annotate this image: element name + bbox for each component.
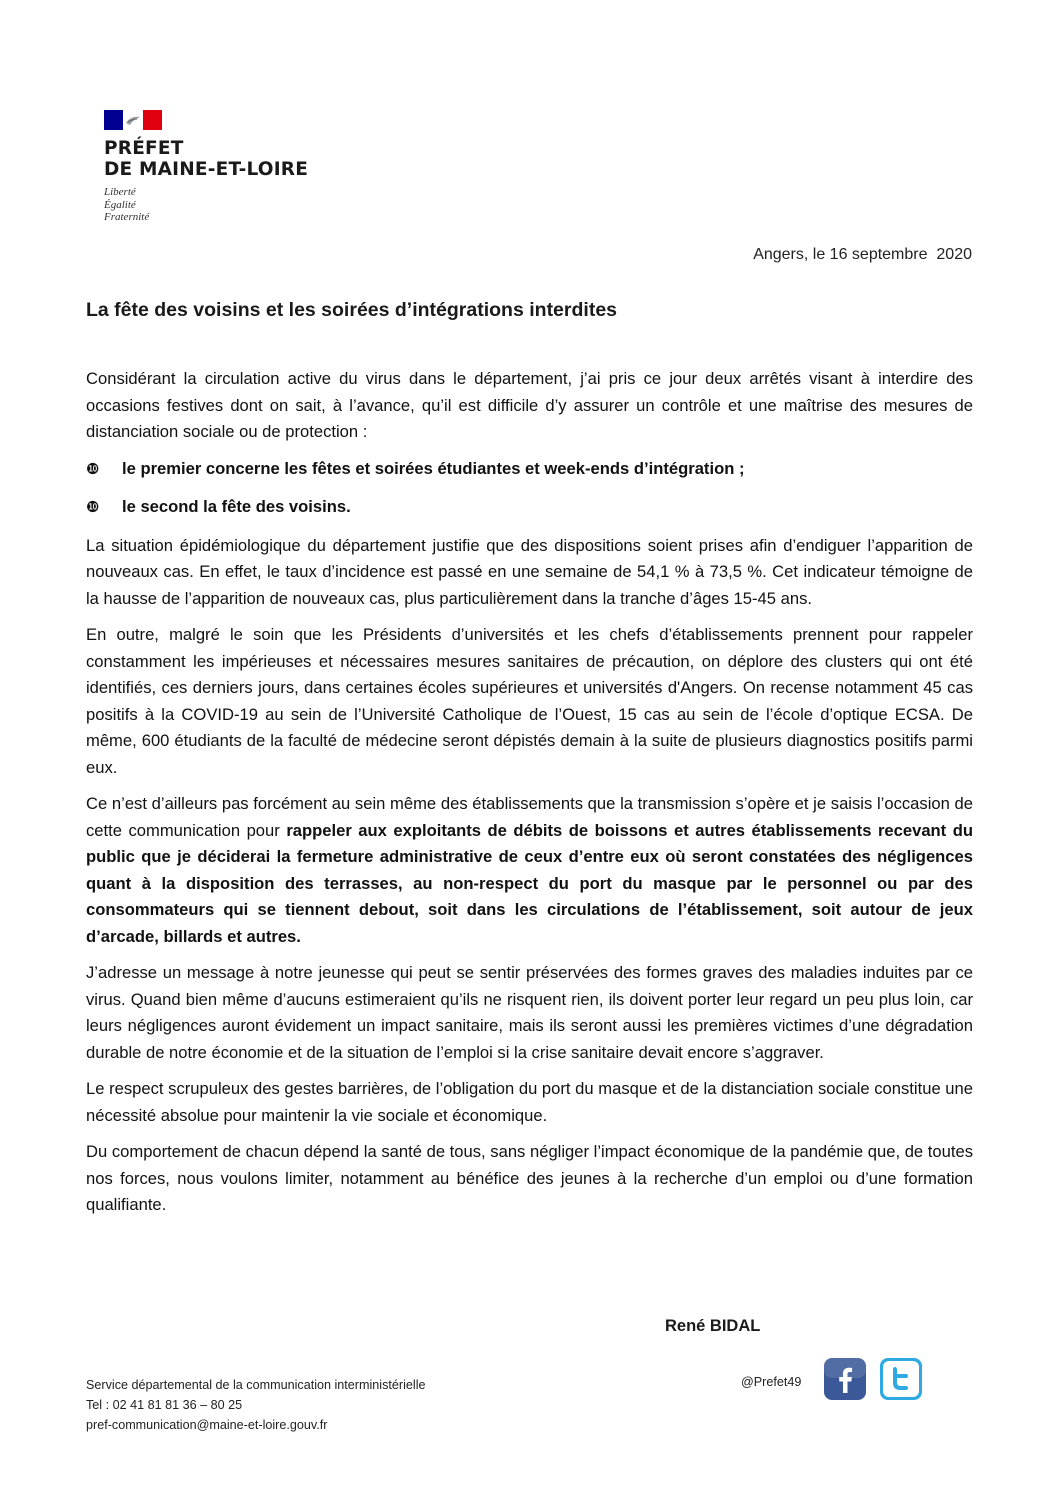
logo-title-line2: DE MAINE-ET-LOIRE [104,159,309,180]
document-title: La fête des voisins et les soirées d’intégrations interdites [86,299,618,321]
intro-paragraph: Considérant la circulation active du virus dans le département, j’ai pris ce jour deux arrêtés visant à interdire des occasions festives dont on sait, à l’avance, qu’il est difficile d’y assurer un contrôle et une maîtrise des mesures de distanciation sociale ou de protection : [86,369,973,441]
footer-phone: Tel : 02 41 81 81 36 – 80 25 [86,1398,243,1412]
paragraph-youth: J’adresse un message à notre jeunesse qui peut se sentir préservées des formes graves des maladies induites par ce virus. Quand bien même d’aucuns estimeraient qu’ils ne risquent rien, ils doivent porter leur regard un peu plus loin, car leurs négligences auront évidement un impact sanitaire, mais ils seront aussi les premières victimes d’une dégradation durable de notre économie et de la situation de l’emploi si la crise sanitaire devait encore s’aggraver. [86,963,973,1062]
twitter-icon[interactable] [879,1357,923,1401]
motto-liberte: Liberté [104,186,136,198]
logo-title-line1: PRÉFET [104,138,184,159]
footer-service: Service départemental de la communication interministérielle [86,1378,426,1392]
paragraph-epidemiology: La situation épidémiologique du département justifie que des dispositions soient prises afin d’endiguer l’apparition de nouveaux cas. En effet, le taux d’incidence est passé en une semaine de 54,1 % à 73,5 %. Cet indicateur témoigne de la hausse de l’apparition de nouveaux cas, plus particulièrement dans la tranche d’âges 15-45 ans. [86,535,973,608]
bullet-text: le premier concerne les fêtes et soirées étudiantes et week-ends d’intégration ; [122,458,745,478]
footer-contact [86,1375,426,1435]
motto-fraternite: Fraternité [104,211,150,223]
document-date: Angers, le 16 septembre 2020 [753,246,972,263]
bullet-icon: ❿ [86,459,100,478]
logo-title [104,138,344,180]
bullet-item [86,494,973,521]
paragraph-clusters: En outre, malgré le soin que les Présidents d’universités et les chefs d’établissements prennent pour rappeler constamment les impérieuses et nécessaires mesures sanitaires de précaution, on déplore des clusters qui ont été identifiés, ces derniers jours, dans certaines écoles supérieures et universités d'Angers. On recense notamment 45 cas positifs à la COVID-19 au sein de l’Université Catholique de l’Ouest, 15 cas au sein de l’école d’optique ECSA. De même, 600 étudiants de la faculté de médecine seront dépistés demain à la suite de plusieurs diagnostics positifs parmi eux. [86,625,973,777]
bullet-icon: ❿ [86,498,100,516]
marianne-flag-icon [104,110,162,130]
signature: René BIDAL [665,1317,761,1335]
paragraph-establishments [86,791,973,950]
prefecture-logo [104,110,344,224]
document-body [86,366,973,1229]
paragraph-conclusion: Du comportement de chacun dépend la santé de tous, sans négliger l’impact économique de la pandémie que, de toutes nos forces, nous voulons limiter, notamment au bénéfice des jeunes à la recherche d’un emploi ou d’une formation qualifiante. [86,1142,973,1214]
paragraph-barrier-gestures: Le respect scrupuleux des gestes barrières, de l’obligation du port du masque et de la distanciation sociale constitue une nécessité absolue pour maintenir la vie sociale et économique. [86,1079,973,1125]
bullet-text: le second la fête des voisins. [122,497,351,516]
republic-motto [104,186,344,224]
facebook-icon[interactable] [823,1357,867,1401]
motto-egalite: Égalité [104,198,136,211]
footer-email[interactable]: pref-communication@maine-et-loire.gouv.fr [86,1418,328,1432]
bullet-item [86,456,973,483]
twitter-handle[interactable]: @Prefet49 [741,1375,802,1389]
paragraph-establishments-bold: rappeler aux exploitants de débits de boissons et autres établissements recevant du public que je déciderai la fermeture administrative de ceux d’entre eux où seront constatées des négligences quant à la disposition des terrasses, au non-respect du port du masque par le personnel ou par des consommateurs qui se tiennent debout, soit dans les circulations de l’établissement, soit autour de jeux d’arcade, billards et autres. [86,820,973,946]
paragraph-establishments-normal: Ce n’est d’ailleurs pas forcément au sein même des établissements que la transmission s’opère et je saisis l’occasion de cette communication pour [86,794,973,840]
